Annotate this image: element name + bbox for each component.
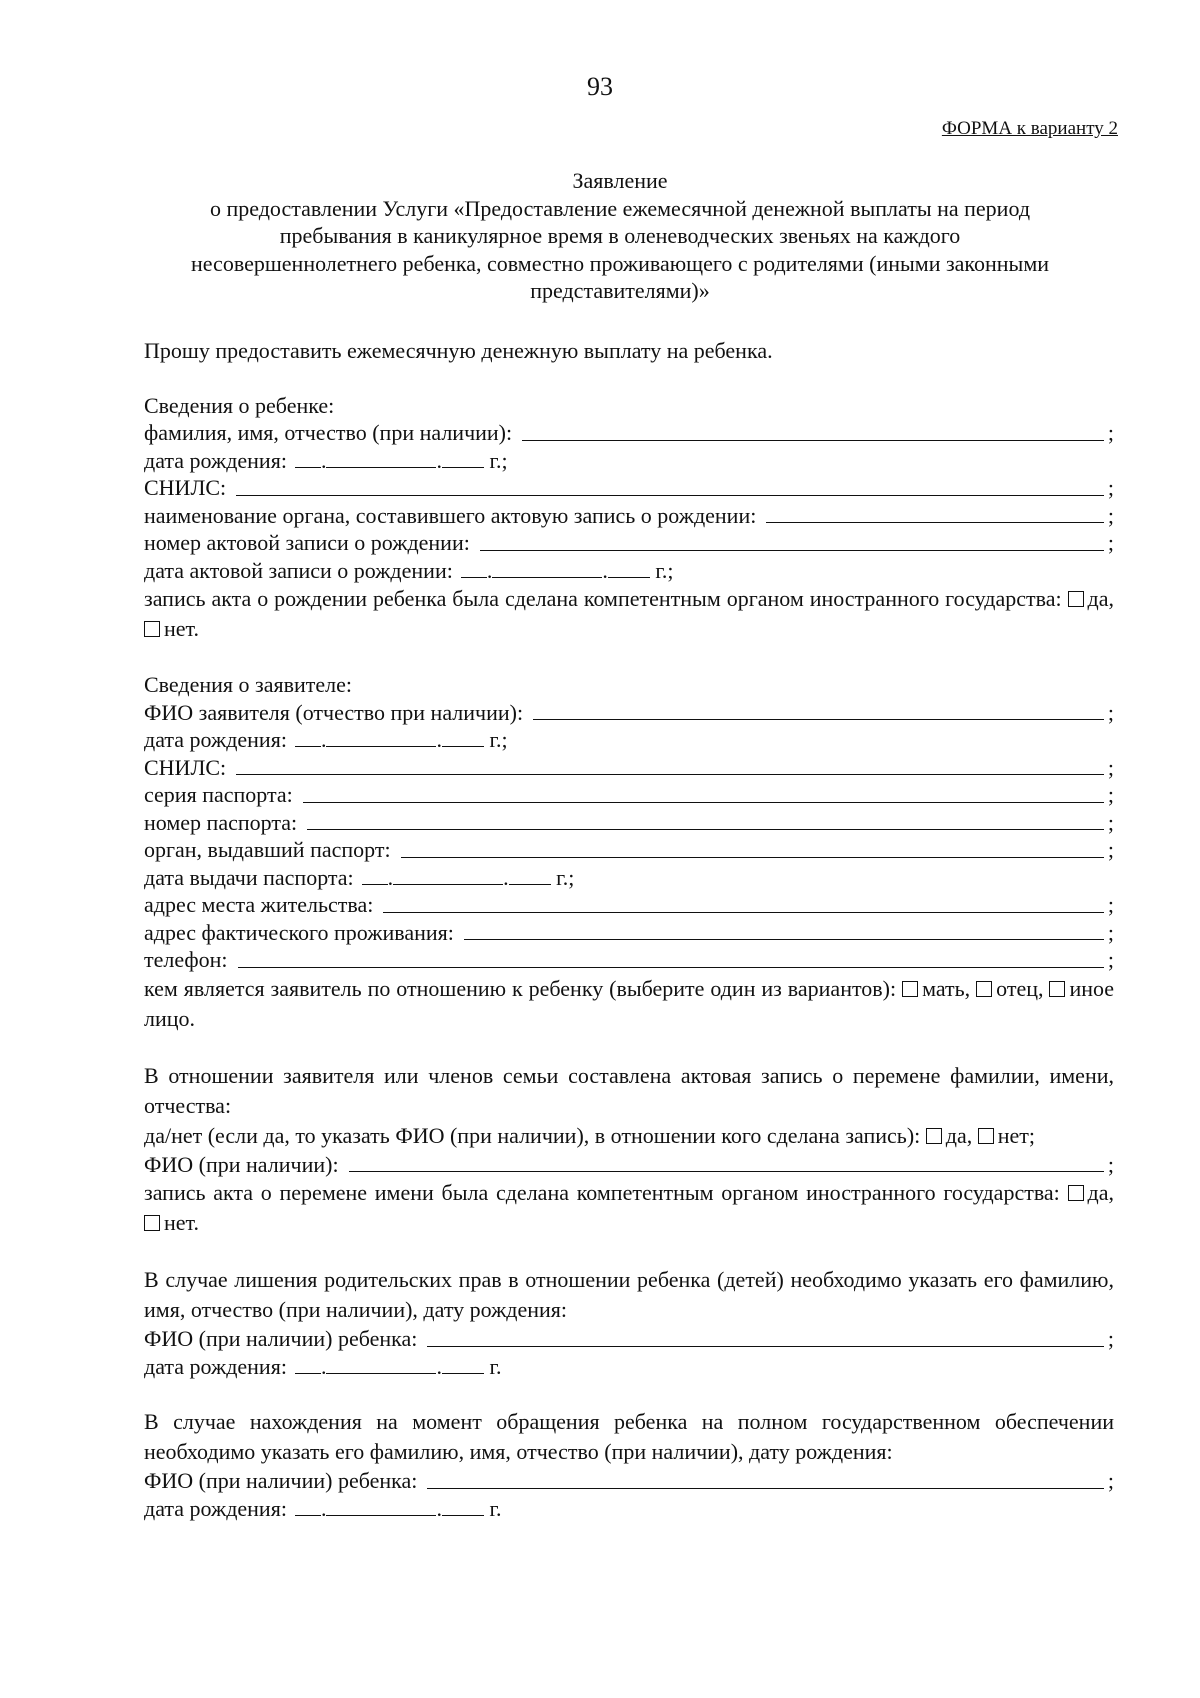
passport-series-label: серия паспорта: bbox=[144, 782, 293, 807]
month-blank[interactable] bbox=[326, 1353, 436, 1374]
state-care-fio-row: ФИО (при наличии) ребенка: ; bbox=[144, 1468, 1114, 1493]
child-foreign-record bbox=[144, 584, 1114, 644]
child-heading: Сведения о ребенке: bbox=[144, 392, 335, 418]
year-blank[interactable] bbox=[442, 726, 484, 747]
actual-address-field[interactable] bbox=[464, 938, 1104, 940]
passport-issuer-label: орган, выдавший паспорт: bbox=[144, 837, 391, 862]
form-body bbox=[144, 337, 1114, 1522]
child-fio-row bbox=[144, 419, 1114, 447]
residence-field[interactable] bbox=[383, 911, 1103, 913]
name-change-question bbox=[144, 1121, 1114, 1151]
no-label: нет; bbox=[997, 1122, 1036, 1148]
month-blank[interactable] bbox=[492, 557, 602, 578]
no-label: нет. bbox=[164, 616, 199, 641]
applicant-snils-field[interactable] bbox=[236, 773, 1104, 775]
phone-label: телефон: bbox=[144, 947, 228, 972]
state-care-birth-date-row bbox=[144, 1495, 1114, 1523]
child-snils-field[interactable] bbox=[236, 494, 1104, 496]
applicant-birth-date-label: дата рождения: bbox=[144, 727, 287, 752]
title-line-4: несовершеннолетнего ребенка, совместно проживающего с родителями (иными законными bbox=[190, 250, 1050, 276]
passport-number-row: номер паспорта: ; bbox=[144, 809, 1114, 835]
deprivation-birth-date-label: дата рождения: bbox=[144, 1353, 287, 1379]
passport-number-field[interactable] bbox=[307, 828, 1104, 830]
state-care-birth-date-label: дата рождения: bbox=[144, 1495, 287, 1521]
child-organ-field[interactable] bbox=[766, 521, 1104, 523]
child-organ-row: наименование органа, составившего актовую запись о рождении: ; bbox=[144, 502, 1114, 528]
child-birth-date-label: дата рождения: bbox=[144, 447, 287, 473]
month-blank[interactable] bbox=[326, 447, 436, 468]
residence-row: адрес места жительства: ; bbox=[144, 892, 1114, 917]
day-blank[interactable] bbox=[461, 557, 487, 578]
day-blank[interactable] bbox=[295, 1495, 321, 1516]
other-label: иное лицо. bbox=[144, 975, 1115, 1031]
name-change-fio-row: ФИО (при наличии): ; bbox=[144, 1151, 1114, 1177]
no-label: нет. bbox=[164, 1210, 199, 1235]
state-care-birth-date-field[interactable]: . . г. bbox=[287, 1495, 502, 1523]
passport-issuer-field[interactable] bbox=[401, 856, 1104, 858]
actual-address-label: адрес фактического проживания: bbox=[144, 919, 454, 945]
applicant-birth-date-field[interactable]: . . г.; bbox=[287, 726, 508, 754]
year-blank[interactable] bbox=[442, 447, 484, 468]
month-blank[interactable] bbox=[393, 864, 503, 885]
applicant-fio-label: ФИО заявителя (отчество при наличии): bbox=[144, 699, 524, 725]
child-record-date-field[interactable]: . . г.; bbox=[453, 557, 674, 585]
yes-label: да, bbox=[1087, 1180, 1114, 1205]
document-title bbox=[140, 167, 1100, 305]
day-blank[interactable] bbox=[295, 726, 321, 747]
checkbox-yes[interactable] bbox=[1068, 591, 1084, 607]
name-change-text: В отношении заявителя или членов семьи составлена актовая запись о перемене фамилии, имени, отчества: bbox=[144, 1062, 1114, 1118]
applicant-birth-date-row bbox=[144, 726, 1114, 754]
applicant-snils-row: СНИЛС: ; bbox=[144, 754, 1114, 780]
residence-label: адрес места жительства: bbox=[144, 892, 374, 917]
child-birth-date-field[interactable]: . . г.; bbox=[287, 447, 508, 475]
relation-choice bbox=[144, 974, 1114, 1034]
day-blank[interactable] bbox=[362, 864, 388, 885]
deprivation-birth-date-field[interactable]: . . г. bbox=[287, 1353, 502, 1381]
year-blank[interactable] bbox=[608, 557, 650, 578]
mother-label: мать, bbox=[922, 975, 971, 1001]
child-organ-label: наименование органа, составившего актовую запись о рождении: bbox=[144, 502, 757, 528]
checkbox-no[interactable] bbox=[978, 1128, 994, 1144]
checkbox-yes[interactable] bbox=[1068, 1185, 1084, 1201]
name-change-fio-field[interactable] bbox=[349, 1170, 1104, 1172]
title-line-1: Заявление bbox=[572, 168, 668, 193]
child-foreign-text: запись акта о рождении ребенка была сделана компетентным органом иностранного государства: bbox=[144, 586, 1062, 611]
passport-date-row bbox=[144, 864, 1114, 892]
request-text: Прошу предоставить ежемесячную денежную выплату на ребенка. bbox=[144, 338, 773, 363]
checkbox-mother[interactable] bbox=[902, 981, 918, 997]
child-fio-field[interactable] bbox=[522, 439, 1104, 441]
state-care-fio-field[interactable] bbox=[427, 1487, 1103, 1489]
yes-label: да, bbox=[945, 1122, 973, 1148]
passport-date-label: дата выдачи паспорта: bbox=[144, 864, 354, 890]
child-record-number-label: номер актовой записи о рождении: bbox=[144, 530, 470, 555]
deprivation-text: В случае лишения родительских прав в отношении ребенка (детей) необходимо указать его фамилию, имя, отчество (при наличии), дату рождения: bbox=[144, 1267, 1114, 1322]
year-blank[interactable] bbox=[442, 1353, 484, 1374]
title-line-3: пребывания в каникулярное время в оленеводческих звеньях на каждого bbox=[279, 223, 961, 248]
name-change-fio-label: ФИО (при наличии): bbox=[144, 1151, 339, 1177]
deprivation-birth-date-row bbox=[144, 1353, 1114, 1381]
deprivation-fio-row: ФИО (при наличии) ребенка: ; bbox=[144, 1326, 1114, 1351]
actual-address-row: адрес фактического проживания: ; bbox=[144, 919, 1114, 945]
year-blank[interactable] bbox=[509, 864, 551, 885]
page-number: 93 bbox=[587, 72, 613, 101]
state-care-fio-label: ФИО (при наличии) ребенка: bbox=[144, 1468, 418, 1493]
phone-field[interactable] bbox=[238, 966, 1104, 968]
relation-text: кем является заявитель по отношению к ребенку (выберите один из вариантов): bbox=[144, 975, 897, 1001]
checkbox-no[interactable] bbox=[144, 1215, 160, 1231]
child-record-date-row bbox=[144, 557, 1114, 585]
passport-series-field[interactable] bbox=[303, 801, 1104, 803]
month-blank[interactable] bbox=[326, 1495, 436, 1516]
yes-label: да, bbox=[1087, 586, 1115, 611]
name-change-foreign bbox=[144, 1178, 1114, 1238]
checkbox-other[interactable] bbox=[1049, 981, 1065, 997]
child-fio-label: фамилия, имя, отчество (при наличии): bbox=[144, 420, 513, 445]
passport-issuer-row: орган, выдавший паспорт: ; bbox=[144, 837, 1114, 862]
applicant-fio-row: ФИО заявителя (отчество при наличии): ; bbox=[144, 699, 1114, 725]
day-blank[interactable] bbox=[295, 447, 321, 468]
phone-row: телефон: ; bbox=[144, 947, 1114, 972]
child-birth-date-row bbox=[144, 447, 1114, 475]
passport-series-row: серия паспорта: ; bbox=[144, 782, 1114, 807]
name-change-question-text: да/нет (если да, то указать ФИО (при наличии), в отношении кого сделана запись): bbox=[144, 1122, 921, 1148]
applicant-snils-label: СНИЛС: bbox=[144, 754, 227, 780]
passport-date-field[interactable]: . . г.; bbox=[354, 864, 575, 892]
semicolon: ; bbox=[1107, 420, 1114, 445]
child-snils-label: СНИЛС: bbox=[144, 475, 227, 500]
year-blank[interactable] bbox=[442, 1495, 484, 1516]
deprivation-fio-label: ФИО (при наличии) ребенка: bbox=[144, 1326, 418, 1351]
title-line-2: о предоставлении Услуги «Предоставление ежемесячной денежной выплаты на период bbox=[209, 195, 1031, 221]
child-snils-row: СНИЛС: ; bbox=[144, 475, 1114, 500]
deprivation-fio-field[interactable] bbox=[427, 1345, 1103, 1347]
name-change-foreign-text: запись акта о перемене имени была сделана компетентным органом иностранного государства: bbox=[144, 1180, 1060, 1205]
day-blank[interactable] bbox=[295, 1353, 321, 1374]
checkbox-father[interactable] bbox=[976, 981, 992, 997]
form-reference: ФОРМА к варианту 2 bbox=[941, 118, 1118, 139]
father-label: отец, bbox=[996, 975, 1044, 1001]
checkbox-yes[interactable] bbox=[926, 1128, 942, 1144]
passport-number-label: номер паспорта: bbox=[144, 809, 298, 835]
month-blank[interactable] bbox=[326, 726, 436, 747]
title-line-5: представителями)» bbox=[530, 278, 710, 303]
checkbox-no[interactable] bbox=[144, 621, 160, 637]
child-record-date-label: дата актовой записи о рождении: bbox=[144, 557, 453, 583]
child-record-number-row: номер актовой записи о рождении: ; bbox=[144, 530, 1114, 555]
child-record-number-field[interactable] bbox=[480, 549, 1104, 551]
applicant-heading: Сведения о заявителе: bbox=[144, 672, 353, 697]
applicant-fio-field[interactable] bbox=[533, 718, 1104, 720]
state-care-text: В случае нахождения на момент обращения ребенка на полном государственном обеспечении необходимо указать его фамилию, имя, отчество (при наличии), дату рождения: bbox=[144, 1409, 1114, 1464]
